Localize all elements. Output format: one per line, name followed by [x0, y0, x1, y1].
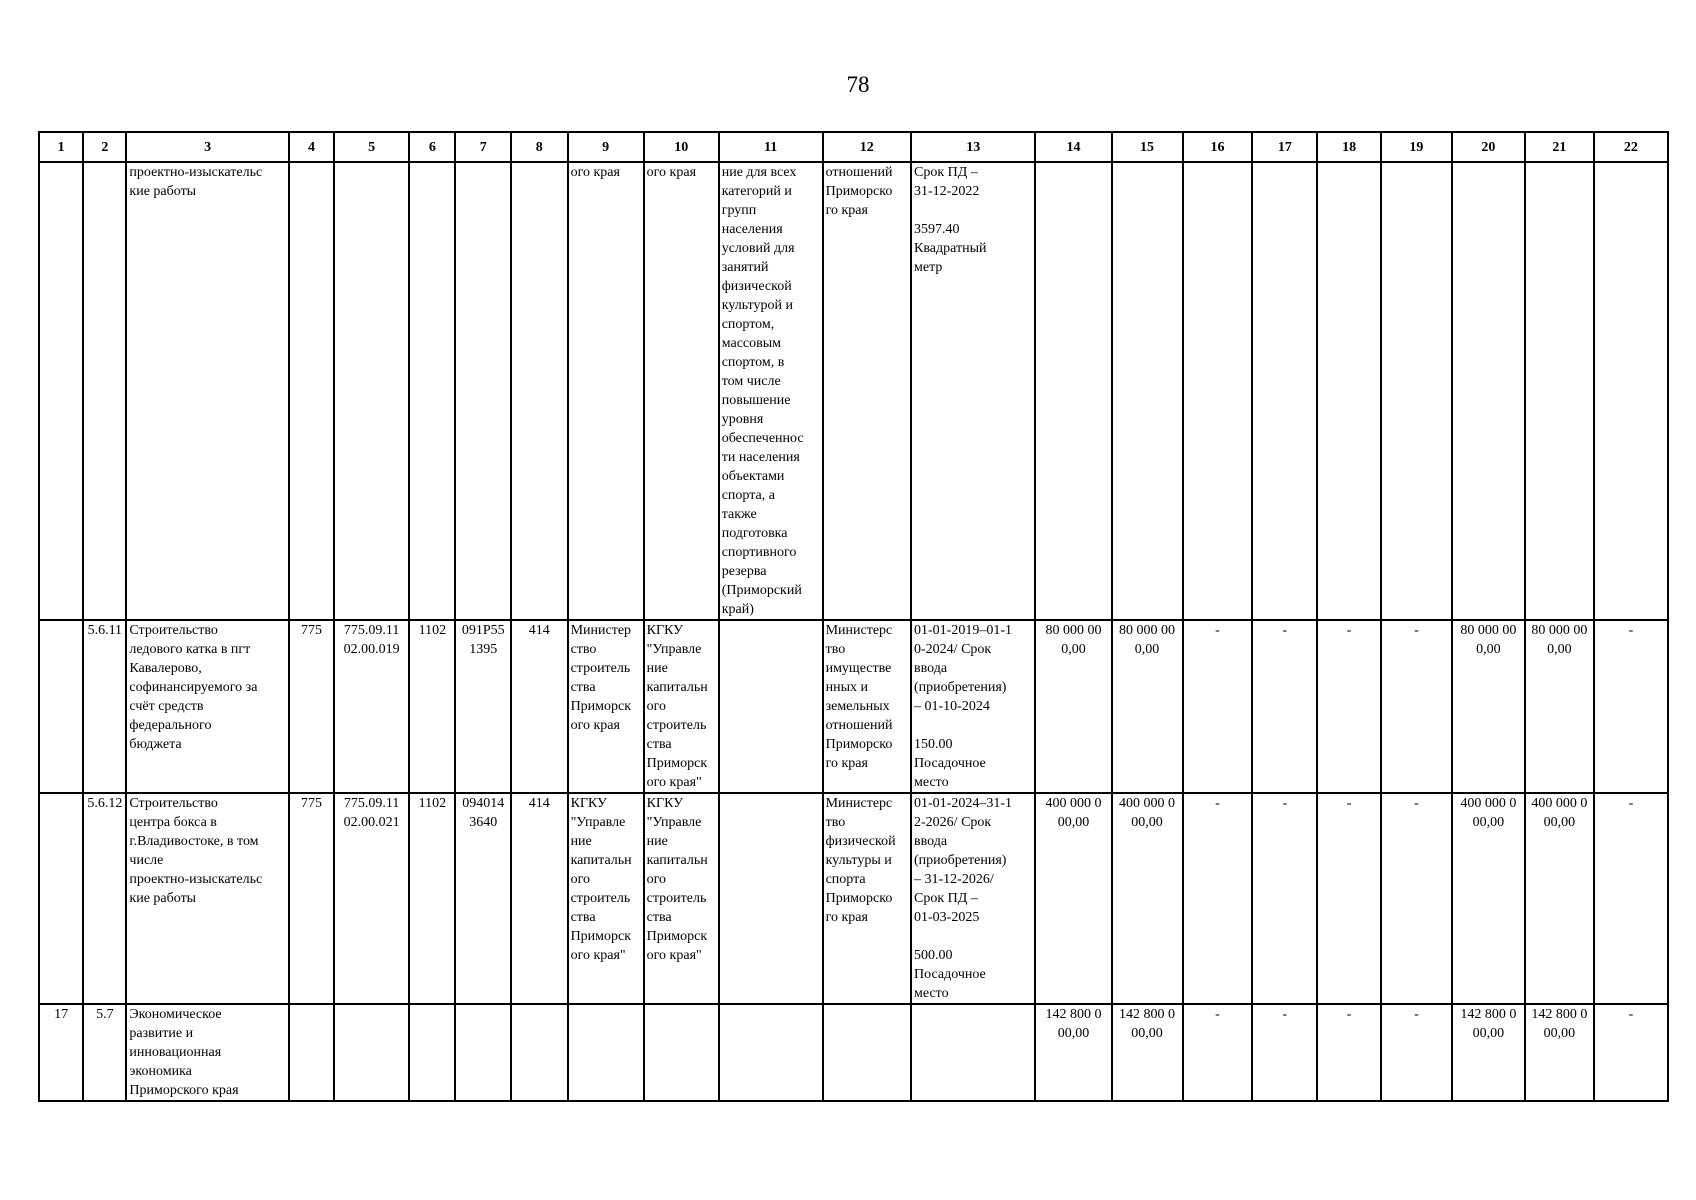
cell-line: нных и	[825, 680, 868, 695]
cell-col-6	[409, 1004, 455, 1101]
cell-line: физической	[721, 279, 792, 294]
cell-line: 142 800 0	[1045, 1007, 1102, 1022]
cell-line: ледового катка в пгт	[129, 642, 251, 657]
cell-line: ого края"	[570, 948, 626, 963]
cell-line: ства	[570, 910, 596, 925]
cell-line: обеспеченнос	[721, 431, 804, 446]
cell-col-5	[334, 620, 409, 793]
column-header-9: 9	[568, 132, 644, 162]
cell-line: также	[721, 507, 757, 522]
cell-line: центра бокса в	[129, 815, 217, 830]
cell-col-9	[568, 162, 644, 620]
cell-line: ввода	[914, 661, 948, 676]
cell-line: культуры и	[825, 853, 892, 868]
cell-col-20	[1452, 793, 1525, 1004]
column-header-20: 20	[1452, 132, 1525, 162]
cell-line: капитальн	[570, 853, 632, 868]
cell-line: подготовка	[721, 526, 788, 541]
cell-line: условий для	[721, 241, 795, 256]
cell-line: Строительство	[129, 623, 218, 638]
cell-line: 0,00	[1547, 642, 1572, 657]
column-header-17: 17	[1252, 132, 1317, 162]
column-header-5: 5	[334, 132, 409, 162]
cell-line: 400 000 0	[1045, 796, 1102, 811]
cell-line: федерального	[129, 718, 212, 733]
cell-line: (приобретения)	[914, 680, 1007, 695]
cell-line: кие работы	[129, 184, 197, 199]
cell-col-1	[39, 162, 83, 620]
cell-line: Экономическое	[129, 1007, 222, 1022]
cell-line: строитель	[570, 891, 631, 906]
cell-line: софинансируемого за	[129, 680, 258, 695]
cell-line: край)	[721, 602, 754, 617]
cell-line: 00,00	[1472, 1026, 1505, 1041]
cell-line: 142 800 0	[1119, 1007, 1176, 1022]
cell-col-21	[1525, 793, 1594, 1004]
cell-col-15	[1112, 162, 1183, 620]
cell-line: ого	[646, 699, 667, 714]
cell-line: место	[914, 775, 949, 790]
table-row	[39, 1004, 1668, 1101]
cell-line: том числе	[721, 374, 781, 389]
cell-line: Кавалерово,	[129, 661, 202, 676]
cell-col-22: -	[1594, 1004, 1668, 1101]
cell-col-16	[1183, 162, 1253, 620]
cell-col-5	[334, 1004, 409, 1101]
table-row	[39, 793, 1668, 1004]
cell-col-8: 414	[511, 620, 568, 793]
cell-line: 3597.40	[914, 222, 960, 237]
cell-col-20	[1452, 1004, 1525, 1101]
cell-col-9	[568, 793, 644, 1004]
cell-line: массовым	[721, 336, 781, 351]
cell-line: 091P55	[461, 623, 505, 638]
cell-line: 02.00.021	[343, 815, 400, 830]
cell-line: место	[914, 986, 949, 1001]
cell-line: КГКУ	[646, 796, 684, 811]
cell-line: проектно-изыскательс	[129, 872, 263, 887]
cell-line	[914, 201, 1032, 220]
cell-col-17: -	[1252, 793, 1317, 1004]
cell-col-5	[334, 162, 409, 620]
cell-line: (приобретения)	[914, 853, 1007, 868]
cell-line: 00,00	[1057, 815, 1090, 830]
column-header-2: 2	[83, 132, 126, 162]
column-header-22: 22	[1594, 132, 1668, 162]
cell-col-10	[644, 620, 719, 793]
cell-line: проектно-изыскательс	[129, 165, 263, 180]
cell-line: ство	[570, 642, 597, 657]
cell-line: КГКУ	[646, 623, 684, 638]
cell-line: строитель	[646, 718, 707, 733]
cell-col-14	[1035, 620, 1111, 793]
cell-line: ние для всех	[721, 165, 797, 180]
cell-col-11	[719, 1004, 823, 1101]
cell-col-12	[823, 620, 911, 793]
cell-line: 0,00	[1134, 642, 1160, 657]
cell-col-3	[126, 793, 288, 1004]
cell-line: ого	[646, 872, 667, 887]
cell-col-20	[1452, 162, 1525, 620]
cell-line: категорий и	[721, 184, 792, 199]
cell-col-3	[126, 620, 288, 793]
cell-line: 00,00	[1057, 1026, 1090, 1041]
cell-line: Квадратный	[914, 241, 987, 256]
column-header-18: 18	[1317, 132, 1381, 162]
cell-line: 01-03-2025	[914, 910, 980, 925]
cell-line: Приморско	[825, 184, 893, 199]
cell-line: населения	[721, 222, 783, 237]
cell-col-20	[1452, 620, 1525, 793]
cell-line: метр	[914, 260, 943, 275]
cell-col-12	[823, 162, 911, 620]
cell-line: 775.09.11	[343, 623, 400, 638]
column-header-16: 16	[1183, 132, 1253, 162]
cell-line: 01-01-2019–01-1	[914, 623, 1013, 638]
cell-line	[914, 716, 1032, 735]
cell-line: групп	[721, 203, 757, 218]
cell-line: бюджета	[129, 737, 182, 752]
cell-line: земельных	[825, 699, 890, 714]
cell-col-17: -	[1252, 620, 1317, 793]
cell-line: Строительство	[129, 796, 218, 811]
column-header-1: 1	[39, 132, 83, 162]
cell-line: 142 800 0	[1531, 1007, 1588, 1022]
cell-col-10	[644, 1004, 719, 1101]
cell-line: числе	[129, 853, 164, 868]
cell-line: имуществе	[825, 661, 892, 676]
cell-col-17: -	[1252, 1004, 1317, 1101]
cell-line: ти населения	[721, 450, 800, 465]
cell-line: ого края	[570, 165, 620, 180]
cell-line: 80 000 00	[1119, 623, 1176, 638]
cell-line: спорта, а	[721, 488, 775, 503]
cell-line: ого края	[646, 165, 697, 180]
cell-col-15	[1112, 793, 1183, 1004]
cell-line: 01-01-2024–31-1	[914, 796, 1013, 811]
cell-line: 00,00	[1543, 1026, 1576, 1041]
column-header-7: 7	[455, 132, 511, 162]
cell-line: 3640	[469, 815, 498, 830]
cell-col-12	[823, 793, 911, 1004]
cell-col-2: 5.6.11	[83, 620, 126, 793]
cell-line: 00,00	[1472, 815, 1505, 830]
cell-line: 500.00	[914, 948, 953, 963]
cell-line: занятий	[721, 260, 769, 275]
cell-line: 775.09.11	[343, 796, 400, 811]
cell-col-3	[126, 162, 288, 620]
cell-line: 31-12-2022	[914, 184, 980, 199]
column-header-10: 10	[644, 132, 719, 162]
column-header-4: 4	[289, 132, 334, 162]
cell-line: Приморск	[570, 929, 632, 944]
cell-line: повышение	[721, 393, 791, 408]
cell-line: инновационная	[129, 1045, 222, 1060]
cell-line: спортом, в	[721, 355, 785, 370]
cell-col-6: 1102	[409, 620, 455, 793]
cell-line: капитальн	[646, 853, 708, 868]
cell-col-16: -	[1183, 793, 1253, 1004]
cell-line: го края	[825, 203, 868, 218]
cell-col-15	[1112, 620, 1183, 793]
cell-line: Приморско	[825, 891, 893, 906]
page-number: 78	[846, 72, 870, 97]
cell-line: ого края	[570, 718, 620, 733]
cell-line: ого	[570, 872, 590, 887]
cell-col-14	[1035, 162, 1111, 620]
cell-line: 400 000 0	[1531, 796, 1588, 811]
cell-line: тво	[825, 815, 846, 830]
cell-line: кие работы	[129, 891, 197, 906]
cell-line: Министерс	[825, 796, 893, 811]
table-row	[39, 162, 1668, 620]
cell-line: 00,00	[1131, 1026, 1163, 1041]
cell-col-19: -	[1381, 793, 1452, 1004]
cell-col-1	[39, 620, 83, 793]
cell-line: – 01-10-2024	[914, 699, 990, 714]
cell-col-12	[823, 1004, 911, 1101]
header-row	[39, 132, 1668, 162]
cell-col-6	[409, 162, 455, 620]
cell-line: ние	[646, 834, 668, 849]
column-header-6: 6	[409, 132, 455, 162]
cell-line: ства	[646, 910, 672, 925]
cell-col-21	[1525, 162, 1594, 620]
cell-line	[914, 927, 1032, 946]
cell-col-22: -	[1594, 793, 1668, 1004]
column-header-15: 15	[1112, 132, 1183, 162]
cell-line: "Управле	[570, 815, 626, 830]
cell-line: ние	[570, 834, 592, 849]
cell-col-2	[83, 162, 126, 620]
cell-line: ства	[646, 737, 672, 752]
cell-line: 2-2026/ Срок	[914, 815, 992, 830]
cell-col-11	[719, 162, 823, 620]
cell-col-6: 1102	[409, 793, 455, 1004]
cell-line: уровня	[721, 412, 764, 427]
cell-line: счёт средств	[129, 699, 204, 714]
cell-line: Посадочное	[914, 967, 986, 982]
cell-col-4	[289, 1004, 334, 1101]
column-header-13: 13	[911, 132, 1035, 162]
column-header-8: 8	[511, 132, 568, 162]
cell-line: экономика	[129, 1064, 192, 1079]
cell-col-19: -	[1381, 1004, 1452, 1101]
cell-col-14	[1035, 793, 1111, 1004]
cell-line: отношений	[825, 165, 893, 180]
cell-line: Приморск	[570, 699, 632, 714]
cell-col-22	[1594, 162, 1668, 620]
cell-line: культурой и	[721, 298, 793, 313]
cell-line: ние	[646, 661, 668, 676]
cell-col-4	[289, 162, 334, 620]
cell-line: 094014	[462, 796, 505, 811]
cell-line: (Приморский	[721, 583, 802, 598]
cell-line: 02.00.019	[343, 642, 400, 657]
column-header-11: 11	[719, 132, 823, 162]
column-header-21: 21	[1525, 132, 1594, 162]
cell-col-22: -	[1594, 620, 1668, 793]
cell-line: спортивного	[721, 545, 797, 560]
cell-line: "Управле	[646, 642, 702, 657]
cell-line: строитель	[570, 661, 631, 676]
cell-col-8	[511, 162, 568, 620]
cell-col-8	[511, 1004, 568, 1101]
cell-line: 400 000 0	[1119, 796, 1176, 811]
cell-col-2: 5.6.12	[83, 793, 126, 1004]
cell-col-13	[911, 793, 1035, 1004]
cell-col-21	[1525, 1004, 1594, 1101]
cell-col-7	[455, 1004, 511, 1101]
cell-line: строитель	[646, 891, 707, 906]
cell-line: го края	[825, 756, 868, 771]
cell-col-7	[455, 793, 511, 1004]
cell-col-11	[719, 793, 823, 1004]
cell-line: 142 800 0	[1460, 1007, 1517, 1022]
cell-line: – 31-12-2026/	[914, 872, 994, 887]
cell-line: спортом,	[721, 317, 775, 332]
cell-line: КГКУ	[570, 796, 607, 811]
cell-col-13	[911, 162, 1035, 620]
cell-line: 400 000 0	[1460, 796, 1517, 811]
cell-line: го края	[825, 910, 868, 925]
cell-line: 0-2024/ Срок	[914, 642, 992, 657]
cell-line: объектами	[721, 469, 785, 484]
cell-col-10	[644, 793, 719, 1004]
cell-col-16: -	[1183, 620, 1253, 793]
cell-col-13	[911, 1004, 1035, 1101]
cell-col-4: 775	[289, 620, 334, 793]
cell-col-9	[568, 1004, 644, 1101]
cell-col-10	[644, 162, 719, 620]
table-row	[39, 620, 1668, 793]
cell-col-15	[1112, 1004, 1183, 1101]
cell-col-11	[719, 620, 823, 793]
cell-col-19: -	[1381, 620, 1452, 793]
cell-col-5	[334, 793, 409, 1004]
cell-line: развитие и	[129, 1026, 194, 1041]
cell-line: Срок ПД –	[914, 165, 978, 180]
column-header-3: 3	[126, 132, 288, 162]
cell-line: 150.00	[914, 737, 953, 752]
cell-col-16: -	[1183, 1004, 1253, 1101]
cell-line: Приморск	[646, 756, 708, 771]
cell-col-3	[126, 1004, 288, 1101]
cell-line: Министерс	[825, 623, 893, 638]
cell-line: Приморск	[646, 929, 708, 944]
cell-line: Министер	[570, 623, 632, 638]
cell-col-13	[911, 620, 1035, 793]
cell-line: физической	[825, 834, 896, 849]
cell-line: отношений	[825, 718, 893, 733]
cell-col-9	[568, 620, 644, 793]
cell-line: спорта	[825, 872, 866, 887]
cell-col-1	[39, 793, 83, 1004]
cell-line: 80 000 00	[1460, 623, 1517, 638]
cell-col-7	[455, 162, 511, 620]
cell-line: 80 000 00	[1045, 623, 1102, 638]
cell-line: Приморского края	[129, 1083, 239, 1098]
column-header-19: 19	[1381, 132, 1452, 162]
cell-col-17	[1252, 162, 1317, 620]
cell-col-18: -	[1317, 1004, 1381, 1101]
cell-line: тво	[825, 642, 846, 657]
cell-col-7	[455, 620, 511, 793]
cell-line: Срок ПД –	[914, 891, 978, 906]
cell-line: 1395	[469, 642, 498, 657]
cell-col-18: -	[1317, 793, 1381, 1004]
cell-col-4: 775	[289, 793, 334, 1004]
cell-col-19	[1381, 162, 1452, 620]
cell-line: ого края"	[646, 775, 702, 790]
cell-col-18	[1317, 162, 1381, 620]
cell-col-18: -	[1317, 620, 1381, 793]
column-header-12: 12	[823, 132, 911, 162]
cell-line: капитальн	[646, 680, 708, 695]
cell-line: Приморско	[825, 737, 893, 752]
cell-line: 0,00	[1476, 642, 1501, 657]
budget-table	[38, 131, 1669, 1102]
cell-line: ввода	[914, 834, 948, 849]
cell-line: Посадочное	[914, 756, 986, 771]
cell-line: "Управле	[646, 815, 702, 830]
cell-col-14	[1035, 1004, 1111, 1101]
column-header-14: 14	[1035, 132, 1111, 162]
cell-line: 00,00	[1543, 815, 1576, 830]
cell-line: 00,00	[1131, 815, 1163, 830]
cell-line: ого края"	[646, 948, 702, 963]
cell-col-21	[1525, 620, 1594, 793]
cell-col-1: 17	[39, 1004, 83, 1101]
cell-line: 80 000 00	[1531, 623, 1588, 638]
cell-line: г.Владивостоке, в том	[129, 834, 259, 849]
cell-line: 0,00	[1061, 642, 1086, 657]
cell-col-2: 5.7	[83, 1004, 126, 1101]
cell-col-8: 414	[511, 793, 568, 1004]
cell-line: ства	[570, 680, 596, 695]
cell-line: резерва	[721, 564, 767, 579]
